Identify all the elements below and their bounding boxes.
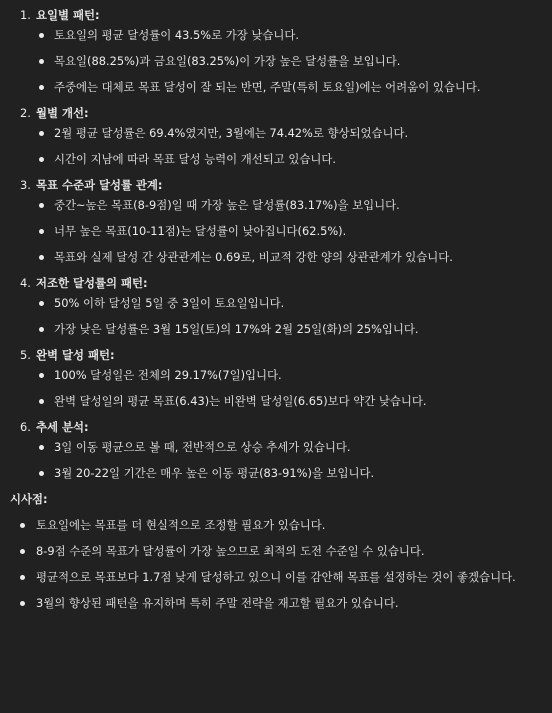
section-number: 4. [20, 276, 31, 290]
section-number: 3. [20, 178, 31, 192]
list-item: 3월 20-22일 기간은 매우 높은 이동 평균(83-91%)을 보입니다. [36, 464, 546, 482]
list-item: 50% 이하 달성일 5일 중 3일이 토요일입니다. [36, 294, 546, 312]
section-heading: 월별 개선: [36, 106, 89, 120]
section-number: 1. [20, 8, 31, 22]
list-item: 목요일(88.25%)과 금요일(83.25%)이 가장 높은 달성률을 보입니다. [36, 52, 546, 70]
list-item: 3일 이동 평균으로 볼 때, 전반적으로 상승 추세가 있습니다. [36, 438, 546, 456]
implications-list [10, 516, 546, 612]
section-number: 5. [20, 348, 31, 362]
analysis-sections [10, 6, 546, 482]
list-item: 완벽 달성일의 평균 목표(6.43)는 비완벽 달성일(6.65)보다 약간 낮습니다. [36, 392, 546, 410]
section-heading: 요일별 패턴: [36, 8, 100, 22]
implications-heading: 시사점: [10, 492, 48, 506]
section-number: 6. [20, 420, 31, 434]
list-item: 3월의 향상된 패턴을 유지하며 특히 주말 전략을 재고할 필요가 있습니다. [16, 594, 546, 612]
list-item: 목표와 실제 달성 간 상관관계는 0.69로, 비교적 강한 양의 상관관계가 있습니다. [36, 248, 546, 266]
list-item: 100% 달성일은 전체의 29.17%(7일)입니다. [36, 366, 546, 384]
list-item: 너무 높은 목표(10-11점)는 달성률이 낮아집니다(62.5%). [36, 222, 546, 240]
list-item: 중간~높은 목표(8-9점)일 때 가장 높은 달성률(83.17%)을 보입니다. [36, 196, 546, 214]
section-perfect-achievement [10, 346, 546, 410]
section-low-achievement [10, 274, 546, 338]
list-item: 2월 평균 달성률은 69.4%였지만, 3월에는 74.42%로 향상되었습니다. [36, 124, 546, 142]
section-monthly-improvement [10, 104, 546, 168]
list-item: 가장 낮은 달성률은 3월 15일(토)의 17%와 2월 25일(화)의 25%입니다. [36, 320, 546, 338]
section-heading: 저조한 달성률의 패턴: [36, 276, 148, 290]
section-goal-level [10, 176, 546, 266]
list-item: 토요일의 평균 달성률이 43.5%로 가장 낮습니다. [36, 26, 546, 44]
section-heading: 완벽 달성 패턴: [36, 348, 115, 362]
list-item: 평균적으로 목표보다 1.7점 낮게 달성하고 있으니 이를 감안해 목표를 설정하는 것이 좋겠습니다. [16, 568, 546, 586]
section-heading: 목표 수준과 달성률 관계: [36, 178, 163, 192]
section-trend-analysis [10, 418, 546, 482]
section-weekday-pattern [10, 6, 546, 96]
section-heading: 추세 분석: [36, 420, 89, 434]
section-number: 2. [20, 106, 31, 120]
list-item: 토요일에는 목표를 더 현실적으로 조정할 필요가 있습니다. [16, 516, 546, 534]
list-item: 시간이 지남에 따라 목표 달성 능력이 개선되고 있습니다. [36, 150, 546, 168]
list-item: 주중에는 대체로 목표 달성이 잘 되는 반면, 주말(특히 토요일)에는 어려움이 있습니다. [36, 78, 546, 96]
list-item: 8-9점 수준의 목표가 달성률이 가장 높으므로 최적의 도전 수준일 수 있습니다. [16, 542, 546, 560]
